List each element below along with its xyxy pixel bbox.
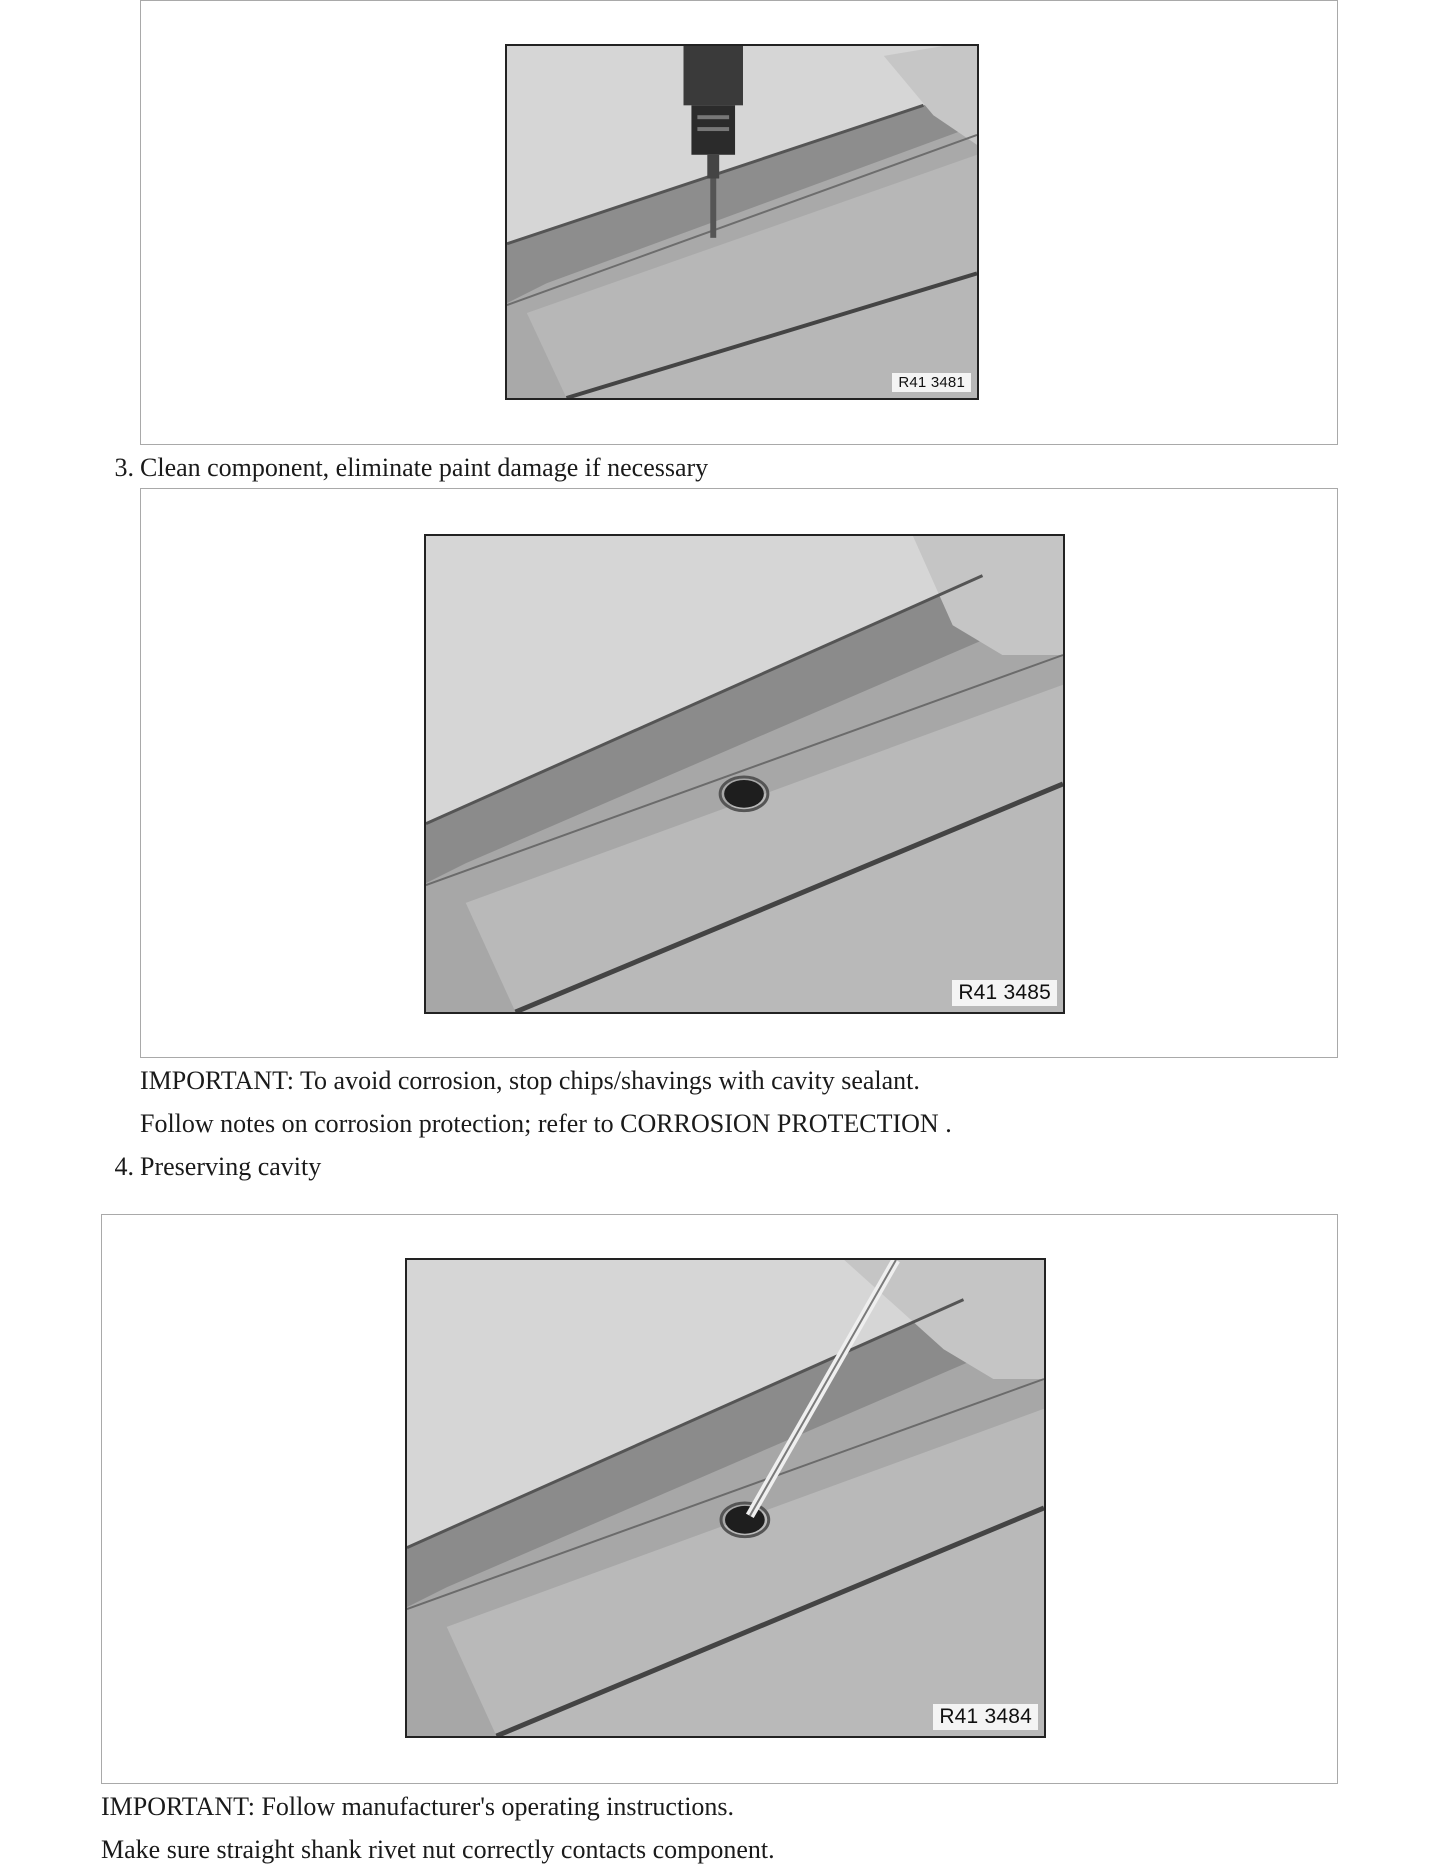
drill-illustration	[507, 46, 977, 398]
rivet-note: Make sure straight shank rivet nut correctly contacts component.	[101, 1835, 775, 1864]
operating-important-note: IMPORTANT: Follow manufacturer's operating instructions.	[101, 1792, 735, 1821]
cavity-illustration	[407, 1260, 1044, 1736]
photo-preserving-cavity	[405, 1258, 1046, 1738]
step-4-text: Preserving cavity	[140, 1152, 322, 1181]
hole-illustration	[426, 536, 1063, 1012]
figure-ref-3: R41 3484	[933, 1704, 1038, 1730]
step-3-number: 3.	[114, 453, 134, 482]
figure-frame-3	[101, 1214, 1338, 1784]
figure-frame-2	[140, 488, 1338, 1058]
photo-drilled-hole	[424, 534, 1065, 1014]
corrosion-important-note: IMPORTANT: To avoid corrosion, stop chips/shavings with cavity sealant.	[140, 1066, 920, 1095]
corrosion-follow-note: Follow notes on corrosion protection; refer to CORROSION PROTECTION .	[140, 1109, 952, 1138]
step-4-number: 4.	[114, 1152, 134, 1181]
step-3-text: Clean component, eliminate paint damage if necessary	[140, 453, 709, 482]
figure-ref-2: R41 3485	[952, 980, 1057, 1006]
photo-drilling	[505, 44, 979, 400]
figure-frame-1	[140, 0, 1338, 445]
figure-ref-1: R41 3481	[892, 373, 971, 392]
